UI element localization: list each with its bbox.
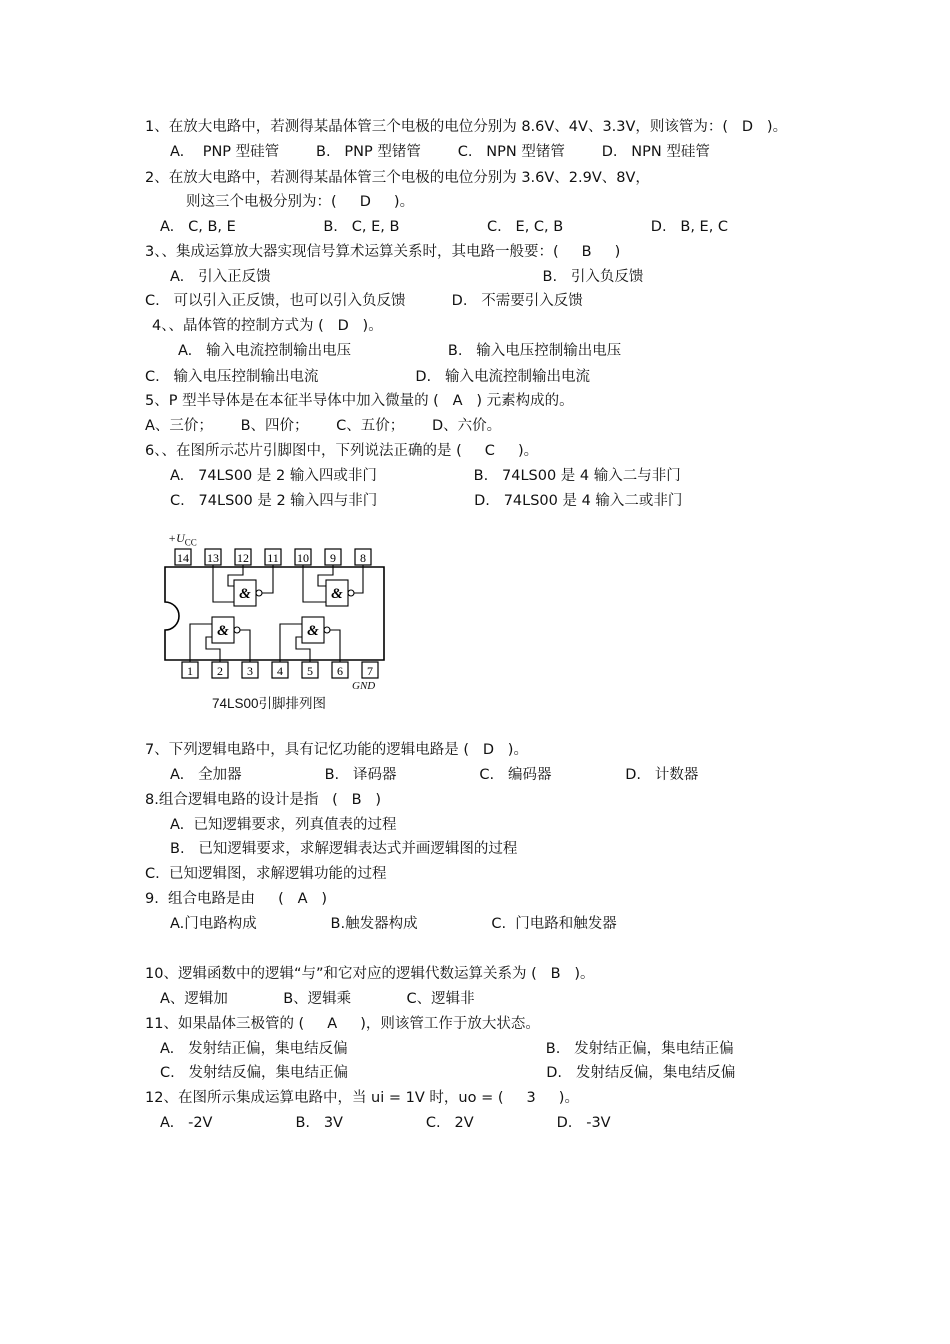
q7-stem: 7、下列逻辑电路中，具有记忆功能的逻辑电路是 ( D )。 bbox=[145, 742, 528, 758]
pin-5-label: 5 bbox=[307, 664, 313, 678]
q3-options-ab: A. 引入正反馈 B. 引入负反馈 bbox=[170, 269, 644, 285]
q7-options: A. 全加器 B. 译码器 C. 编码器 D. 计数器 bbox=[170, 767, 699, 783]
pin-10-label: 10 bbox=[297, 551, 309, 565]
q2-stem: 2、在放大电路中，若测得某晶体管三个电极的电位分别为 3.6V、2.9V、8V， bbox=[145, 170, 650, 186]
q6-stem: 6、、在图所示芯片引脚图中，下列说法正确的是 ( C )。 bbox=[145, 443, 539, 459]
gate-symbol-4: & bbox=[307, 623, 319, 639]
q4-options-cd: C. 输入电压控制输出电流 D. 输入电流控制输出电流 bbox=[145, 369, 590, 385]
q12-options: A. -2V B. 3V C. 2V D. -3V bbox=[160, 1115, 611, 1131]
gate-symbol-3: & bbox=[217, 623, 229, 639]
q8-option-b: B. 已知逻辑要求，求解逻辑表达式并画逻辑图的过程 bbox=[170, 841, 518, 857]
gnd-label: GND bbox=[352, 680, 376, 692]
q6-options-ab: A. 74LS00 是 2 输入四或非门 B. 74LS00 是 4 输入二与非门 bbox=[170, 468, 681, 484]
pin-14-label: 14 bbox=[177, 551, 189, 565]
pin-1-label: 1 bbox=[187, 664, 193, 678]
q11-options-cd: C. 发射结反偏，集电结正偏 D. 发射结反偏，集电结反偏 bbox=[160, 1065, 736, 1081]
q8-option-a: A. 已知逻辑要求，列真值表的过程 bbox=[170, 817, 397, 833]
q9-stem: 9. 组合电路是由 ( A ) bbox=[145, 891, 327, 907]
pin-2-label: 2 bbox=[217, 664, 223, 678]
pin-6-label: 6 bbox=[337, 664, 343, 678]
q1-options: A. PNP 型硅管 B. PNP 型锗管 C. NPN 型锗管 D. NPN 型硅管 bbox=[170, 144, 710, 160]
q3-stem: 3、、集成运算放大器实现信号算术运算关系时，其电路一般要：( B ) bbox=[145, 244, 621, 260]
q4-options-ab: A. 输入电流控制输出电压 B. 输入电压控制输出电压 bbox=[178, 343, 622, 359]
q9-options: A.门电路构成 B.触发器构成 C. 门电路和触发器 bbox=[170, 916, 617, 932]
q2-stem-cont: 则这三个电极分别为：( D )。 bbox=[186, 194, 415, 210]
q11-options-ab: A. 发射结正偏，集电结反偏 B. 发射结正偏，集电结正偏 bbox=[160, 1041, 734, 1057]
q8-option-c: C. 已知逻辑图，求解逻辑功能的过程 bbox=[145, 866, 387, 882]
gate-symbol-2: & bbox=[331, 586, 343, 602]
q12-stem: 12、在图所示集成运算电路中，当 ui = 1V 时，uo = ( 3 )。 bbox=[145, 1090, 579, 1106]
pin-11-label: 11 bbox=[267, 551, 279, 565]
pin-12-label: 12 bbox=[237, 551, 249, 565]
vcc-label: $+U_{CC}$ bbox=[168, 531, 197, 548]
q2-options: A. C, B, E B. C, E, B C. E, C, B D. B, E, C bbox=[160, 219, 729, 235]
pin-3-label: 3 bbox=[247, 664, 253, 678]
q5-stem: 5、P 型半导体是在本征半导体中加入微量的 ( A ) 元素构成的。 bbox=[145, 393, 574, 409]
q10-stem: 10、逻辑函数中的逻辑“与”和它对应的逻辑代数运算关系为 ( B )。 bbox=[145, 966, 595, 982]
pin-8-label: 8 bbox=[360, 551, 366, 565]
gate-symbol-1: & bbox=[239, 586, 251, 602]
figure-caption: 74LS00引脚排列图 bbox=[212, 696, 327, 711]
q1-stem: 1、在放大电路中，若测得某晶体管三个电极的电位分别为 8.6V、4V、3.3V，则该管为：( D )。 bbox=[145, 119, 788, 135]
pin-13-label: 13 bbox=[207, 551, 219, 565]
q8-stem: 8.组合逻辑电路的设计是指 ( B ) bbox=[145, 792, 382, 808]
q10-options: A、逻辑加 B、逻辑乘 C、逻辑非 bbox=[160, 991, 475, 1007]
q6-options-cd: C. 74LS00 是 2 输入四与非门 D. 74LS00 是 4 输入二或非门 bbox=[170, 493, 683, 509]
q3-options-cd: C. 可以引入正反馈，也可以引入负反馈 D. 不需要引入反馈 bbox=[145, 293, 583, 309]
q4-stem: 4、、晶体管的控制方式为 ( D )。 bbox=[152, 318, 383, 334]
q5-options: A、三价； B、四价； C、五价； D、六价。 bbox=[145, 418, 502, 434]
chip-diagram bbox=[162, 530, 402, 690]
pin-9-label: 9 bbox=[330, 551, 336, 565]
pin-7-label: 7 bbox=[367, 664, 373, 678]
pin-4-label: 4 bbox=[277, 664, 283, 678]
q11-stem: 11、如果晶体三极管的 ( A )，则该管工作于放大状态。 bbox=[145, 1016, 540, 1032]
